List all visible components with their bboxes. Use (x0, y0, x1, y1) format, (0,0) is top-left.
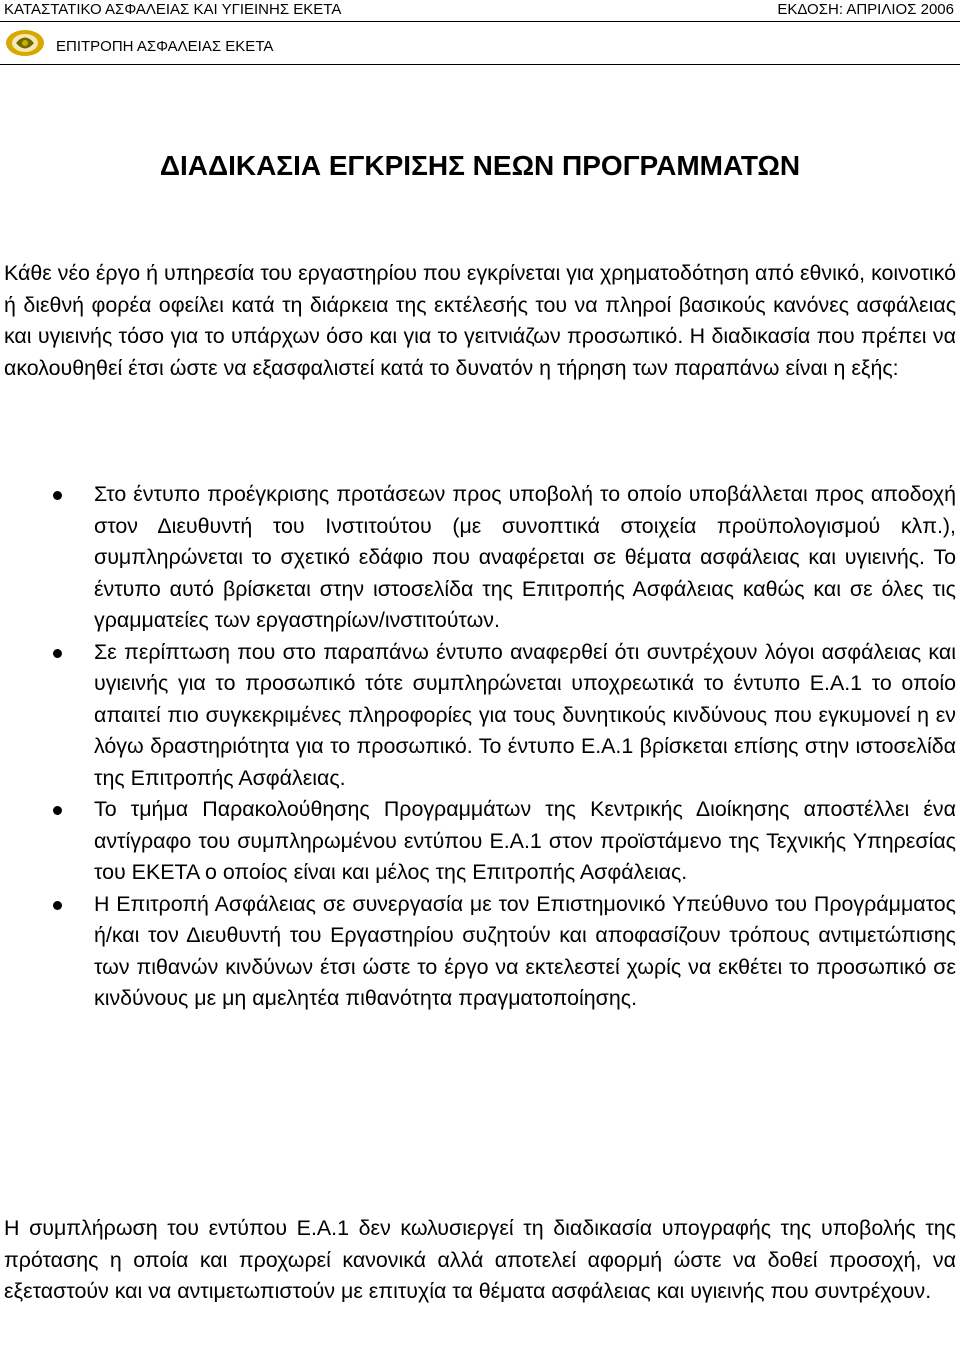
header-bottom-divider (0, 64, 960, 65)
page-header (0, 0, 960, 22)
document-title: ΔΙΑΔΙΚΑΣΙΑ ΕΓΚΡΙΣΗΣ ΝΕΩΝ ΠΡΟΓΡΑΜΜΑΤΩΝ (159, 150, 801, 181)
header-committee-row (0, 26, 960, 66)
list-item (0, 889, 960, 1015)
list-item-text: Στο έντυπο προέγκρισης προτάσεων προς υποβολή το οποίο υποβάλλεται προς αποδοχή στον Διευθυντή του Ινστιτούτου (με συνοπτικά στοιχεία προϋπολογισμού κλπ.), συμπληρώνεται το σχετικό εδάφιο που αναφέρεται σε θέματα ασφάλειας και υγιεινής. Το έντυπο αυτό βρίσκεται στην ιστοσελίδα της Επιτροπής Ασφάλειας καθώς και σε όλες τις γραμματείες των εργαστηρίων/ινστιτούτων. (94, 482, 956, 632)
header-committee: ΕΠΙΤΡΟΠΗ ΑΣΦΑΛΕΙΑΣ ΕΚΕΤΑ (56, 38, 274, 55)
closing-paragraph: Η συμπλήρωση του εντύπου Ε.Α.1 δεν κωλυσιεργεί τη διαδικασία υπογραφής της υποβολής της πρότασης η οποία και προχωρεί κανονικά αλλά αποτελεί αφορμή ώστε να δοθεί προσοχή, να εξεταστούν και να αντιμετωπιστούν με επιτυχία τα θέματα ασφάλειας και υγιεινής που συντρέχουν. (4, 1216, 956, 1303)
bullet-icon (53, 491, 62, 500)
list-item-text: Το τμήμα Παρακολούθησης Προγραμμάτων της Κεντρικής Διοίκησης αποστέλλει ένα αντίγραφο του συμπληρωμένου εντύπου Ε.Α.1 στον προϊστάμενο της Τεχνικής Υπηρεσίας του ΕΚΕΤΑ ο οποίος είναι και μέλος της Επιτροπής Ασφάλειας. (94, 797, 956, 884)
bullet-icon (53, 901, 62, 910)
intro-paragraph: Κάθε νέο έργο ή υπηρεσία του εργαστηρίου που εγκρίνεται για χρηματοδότηση από εθνικό, κοινοτικό ή διεθνή φορέα οφείλει κατά τη διάρκεια της εκτέλεσής του να πληροί βασικούς κανόνες ασφάλειας και υγιεινής τόσο για το υπάρχων όσο και για το γειτνιάζων προσωπικό. Η διαδικασία που πρέπει να ακολουθηθεί έτσι ώστε να εξασφαλιστεί κατά το δυνατόν η τήρηση των παραπάνω είναι η εξής: (4, 261, 956, 380)
list-item (0, 637, 960, 795)
list-item (0, 479, 960, 637)
list-item (0, 794, 960, 889)
header-document-title: ΚΑΤΑΣΤΑΤΙΚΟ ΑΣΦΑΛΕΙΑΣ ΚΑΙ ΥΓΙΕΙΝΗΣ ΕΚΕΤΑ (4, 1, 342, 18)
bullet-icon (53, 649, 62, 658)
header-divider (0, 21, 960, 22)
list-item-text: Σε περίπτωση που στο παραπάνω έντυπο αναφερθεί ότι συντρέχουν λόγοι ασφάλειας και υγιεινής για το προσωπικό τότε συμπληρώνεται υποχρεωτικά το έντυπο Ε.Α.1 το οποίο απαιτεί πιο συγκεκριμένες πληροφορίες για τους δυνητικούς κινδύνους που εγκυμονεί η εν λόγω δραστηριότητα για το προσωπικό. Το έντυπο Ε.Α.1 βρίσκεται επίσης στην ιστοσελίδα της Επιτροπής Ασφάλειας. (94, 639, 956, 790)
bullet-icon (53, 806, 62, 815)
header-edition: ΕΚΔΟΣΗ: ΑΠΡΙΛΙΟΣ 2006 (777, 1, 954, 18)
procedure-list (0, 479, 960, 1015)
list-item-text: Η Επιτροπή Ασφάλειας σε συνεργασία με τον Επιστημονικό Υπεύθυνο του Προγράμματος ή/και τον Διευθυντή του Εργαστηρίου συζητούν και αποφασίζουν τρόπους αντιμετώπισης των πιθανών κινδύνων έτσι ώστε το έργο να εκτελεστεί χωρίς να εκθέτει το προσωπικό σε κινδύνους με μη αμελητέα πιθανότητα πραγματοποίησης. (94, 891, 956, 1010)
eketa-logo-icon (4, 28, 46, 58)
